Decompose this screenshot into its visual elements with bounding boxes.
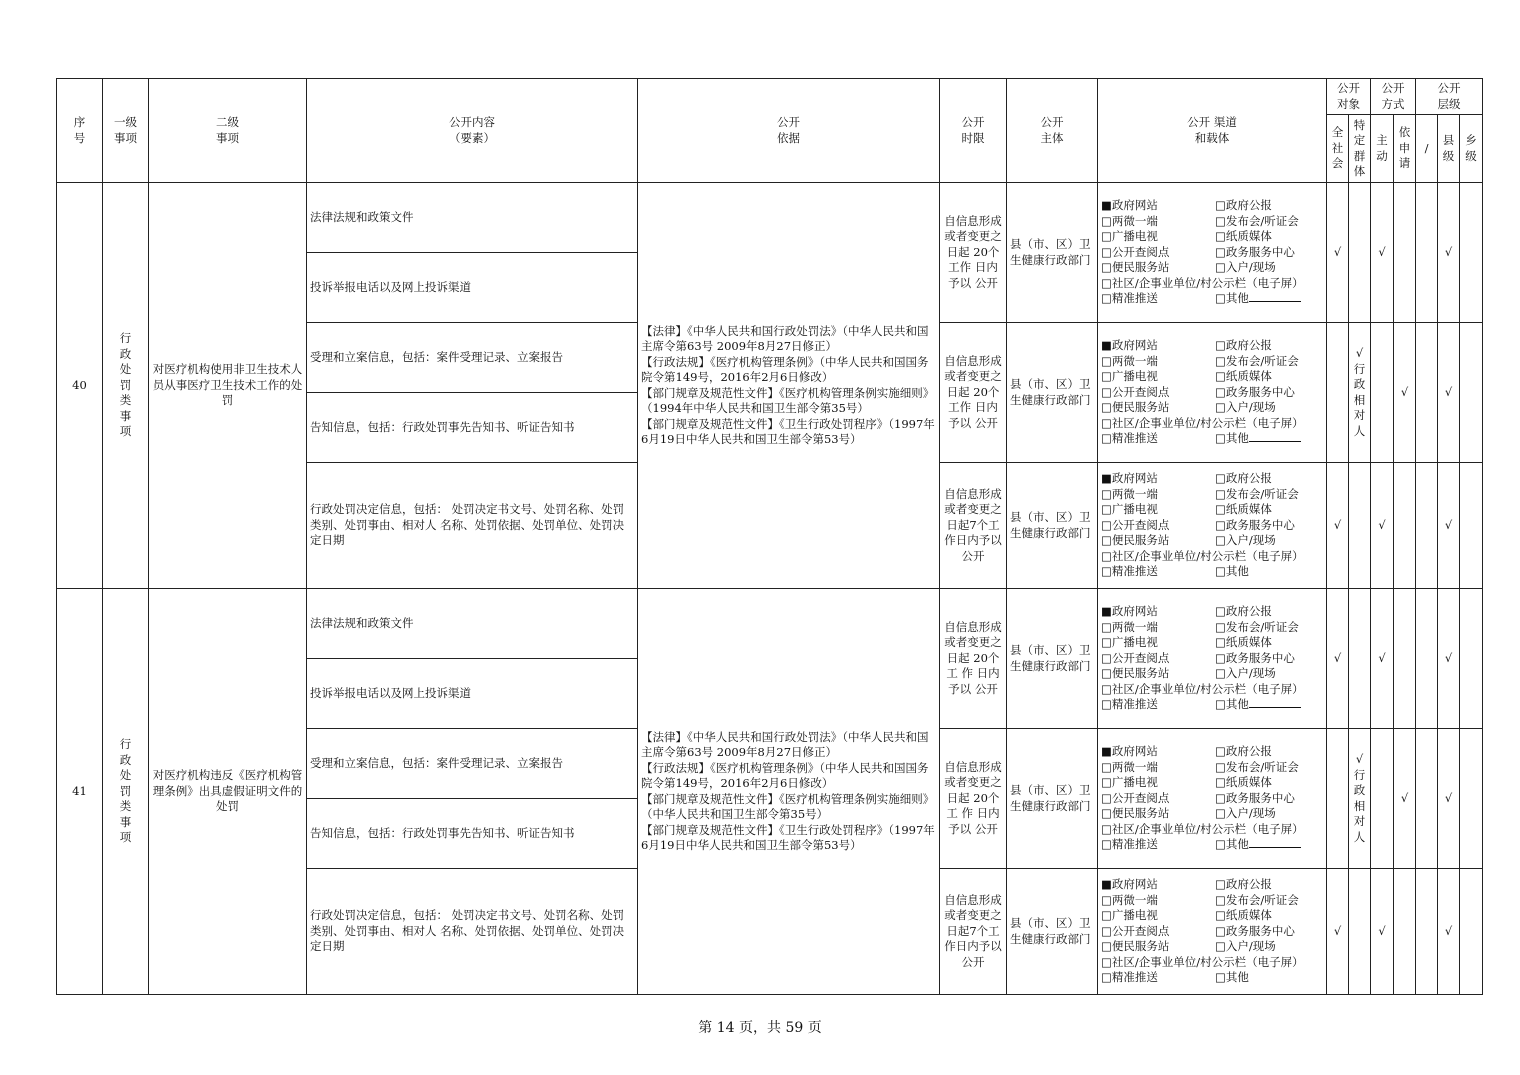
target-all-check xyxy=(1327,323,1349,463)
header-target-all-text: 全社会 xyxy=(1331,125,1344,171)
channel-option: □其他 xyxy=(1215,697,1249,712)
header-target-all xyxy=(1327,115,1349,183)
item-channels xyxy=(1098,183,1327,323)
channel-option: □便民服务站 xyxy=(1101,939,1170,954)
channel-line xyxy=(1101,620,1323,636)
channel-option: □政府公报 xyxy=(1215,877,1272,892)
level-county-check: √ xyxy=(1438,869,1460,995)
channel-line xyxy=(1101,214,1323,230)
target-specific-check xyxy=(1349,463,1371,589)
channel-option: □便民服务站 xyxy=(1101,400,1170,415)
header-method-active-text: 主动 xyxy=(1376,133,1388,163)
target-specific-text: √行政相对人 xyxy=(1353,346,1366,438)
channel-line xyxy=(1101,697,1323,713)
header-level2 xyxy=(149,79,307,183)
channel-option: ■政府网站 xyxy=(1101,877,1158,892)
channel-option: □发布会/听证会 xyxy=(1215,759,1299,774)
slash-cell xyxy=(1416,589,1438,729)
item-subject: 县（市、区）卫 生健康行政部门 xyxy=(1007,589,1098,729)
target-specific-check xyxy=(1349,869,1371,995)
item-time: 自信息形成或者变更之日起 20个工作 日内予以 公开 xyxy=(940,183,1007,323)
channel-option: □社区/企事业单位/村公示栏（电子屏） xyxy=(1101,548,1304,563)
header-seq xyxy=(57,79,103,183)
channel-option: □政务服务中心 xyxy=(1215,517,1295,532)
channel-line xyxy=(1101,893,1323,909)
item-channels xyxy=(1098,589,1327,729)
item-time: 自信息形成或者变更之日起 20个工 作 日内 予以 公开 xyxy=(940,729,1007,869)
header-basis-text: 公开 依据 xyxy=(777,115,800,145)
channel-option: □发布会/听证会 xyxy=(1215,619,1299,634)
channel-line xyxy=(1101,487,1323,503)
item-level1-text: 行政处罚类事项 xyxy=(119,331,132,439)
channel-option: □公开查阅点 xyxy=(1101,244,1170,259)
channel-line xyxy=(1101,775,1323,791)
header-target-text: 公开 对象 xyxy=(1337,81,1360,111)
method-request-check xyxy=(1394,463,1416,589)
channel-option: □精准推送 xyxy=(1101,291,1158,306)
channel-line xyxy=(1101,471,1323,487)
channel-line xyxy=(1101,385,1323,401)
header-target xyxy=(1327,79,1371,115)
header-level2-text: 二级 事项 xyxy=(216,115,239,145)
channel-line xyxy=(1101,760,1323,776)
method-request-check: √ xyxy=(1394,323,1416,463)
channel-option: □其他 xyxy=(1215,431,1249,446)
method-active-check xyxy=(1371,729,1394,869)
header-method-request xyxy=(1394,115,1416,183)
channel-option: □精准推送 xyxy=(1101,970,1158,985)
level-county-check: √ xyxy=(1438,323,1460,463)
blank-line xyxy=(1249,431,1301,442)
header-level1 xyxy=(103,79,149,183)
item-channels xyxy=(1098,463,1327,589)
channel-option: □公开查阅点 xyxy=(1101,517,1170,532)
channel-option: □发布会/听证会 xyxy=(1215,486,1299,501)
page-footer: 第 14 页，共 59 页 xyxy=(698,1020,822,1036)
method-request-check xyxy=(1394,589,1416,729)
channel-option: □广播电视 xyxy=(1101,502,1158,517)
channel-option: □政务服务中心 xyxy=(1215,923,1295,938)
header-level-text: 公开 层级 xyxy=(1437,81,1461,111)
item-time: 自信息形成或者变更之日起 20个工 作 日内 予以 公开 xyxy=(940,589,1007,729)
method-active-check xyxy=(1371,323,1394,463)
level-town-check xyxy=(1460,729,1483,869)
channel-option: □政府公报 xyxy=(1215,198,1272,213)
channel-option: □社区/企事业单位/村公示栏（电子屏） xyxy=(1101,415,1304,430)
item-content: 告知信息，包括：行政处罚事先告知书、听证告知书 xyxy=(307,799,638,869)
header-level1-text: 一级 事项 xyxy=(114,115,137,145)
channel-option: □其他 xyxy=(1215,970,1249,985)
disclosure-table xyxy=(56,78,1483,995)
channel-option: □纸质媒体 xyxy=(1215,635,1272,650)
channel-option: □社区/企事业单位/村公示栏（电子屏） xyxy=(1101,821,1304,836)
channel-option: □政务服务中心 xyxy=(1215,244,1295,259)
channel-line xyxy=(1101,666,1323,682)
table-row xyxy=(57,183,1483,253)
header-subject xyxy=(1007,79,1098,183)
level-town-check xyxy=(1460,323,1483,463)
channel-line xyxy=(1101,400,1323,416)
item-channels xyxy=(1098,729,1327,869)
channel-line xyxy=(1101,877,1323,893)
slash-cell xyxy=(1416,729,1438,869)
header-channel-text: 公开 渠道 和载体 xyxy=(1187,115,1237,145)
channel-option: □广播电视 xyxy=(1101,369,1158,384)
channel-line xyxy=(1101,502,1323,518)
item-content: 法律法规和政策文件 xyxy=(307,183,638,253)
channel-option: □社区/企事业单位/村公示栏（电子屏） xyxy=(1101,275,1304,290)
item-level2: 对医疗机构使用非卫生技术人员从事医疗卫生技术工作的处罚 xyxy=(149,183,307,589)
item-subject: 县（市、区）卫 生健康行政部门 xyxy=(1007,729,1098,869)
item-content: 投诉举报电话以及网上投诉渠道 xyxy=(307,253,638,323)
slash-cell xyxy=(1416,463,1438,589)
header-level-county-text: 县级 xyxy=(1442,133,1455,163)
channel-line xyxy=(1101,431,1323,447)
item-content: 投诉举报电话以及网上投诉渠道 xyxy=(307,659,638,729)
blank-line xyxy=(1249,291,1301,302)
channel-option: □广播电视 xyxy=(1101,908,1158,923)
target-specific-check xyxy=(1349,183,1371,323)
item-seq: 41 xyxy=(57,589,103,995)
item-content: 告知信息，包括：行政处罚事先告知书、听证告知书 xyxy=(307,393,638,463)
table-body xyxy=(57,183,1483,995)
level-town-check xyxy=(1460,183,1483,323)
channel-line xyxy=(1101,564,1323,580)
target-all-check: √ xyxy=(1327,463,1349,589)
channel-line xyxy=(1101,354,1323,370)
level-county-check: √ xyxy=(1438,729,1460,869)
channel-option: □发布会/听证会 xyxy=(1215,353,1299,368)
channel-option: □纸质媒体 xyxy=(1215,369,1272,384)
channel-option: □纸质媒体 xyxy=(1215,502,1272,517)
channel-option: ■政府网站 xyxy=(1101,604,1158,619)
slash-cell xyxy=(1416,323,1438,463)
blank-line xyxy=(1249,837,1301,848)
channel-option: □入户/现场 xyxy=(1215,939,1276,954)
channel-line xyxy=(1101,604,1323,620)
target-all-check xyxy=(1327,729,1349,869)
header-content-text: 公开内容 （要素） xyxy=(449,115,495,145)
channel-option: □便民服务站 xyxy=(1101,666,1170,681)
level-town-check xyxy=(1460,869,1483,995)
channel-option: □其他 xyxy=(1215,291,1249,306)
level-town-check xyxy=(1460,463,1483,589)
channel-line xyxy=(1101,229,1323,245)
item-basis: 【法律】《中华人民共和国行政处罚法》（中华人民共和国主席令第63号 2009年8月27日修正） 【行政法规】《医疗机构管理条例》（中华人民共和国国务院令第149号，2016年2月6日修改） 【部门规章及规范性文件】《医疗机构管理条例实施细则》（1994年中华人民共和国卫生部令第35号） 【部门规章及规范性文件】《卫生行政处罚程序》（1997年6月19日中华人民共和国卫生部令第53号） xyxy=(638,183,940,589)
header-slash xyxy=(1416,115,1438,183)
channel-line xyxy=(1101,245,1323,261)
channel-line xyxy=(1101,518,1323,534)
header-level-town-text: 乡级 xyxy=(1465,133,1477,163)
header-seq-text: 序 号 xyxy=(73,115,86,145)
channel-option: ■政府网站 xyxy=(1101,471,1158,486)
header-target-specific xyxy=(1349,115,1371,183)
channel-line xyxy=(1101,806,1323,822)
channel-line xyxy=(1101,744,1323,760)
channel-option: □发布会/听证会 xyxy=(1215,213,1299,228)
item-level1-text: 行政处罚类事项 xyxy=(119,737,132,845)
item-content: 行政处罚决定信息，包括： 处罚决定书文号、处罚名称、处罚类别、处罚事由、相对人 名称、处罚依据、处罚单位、处罚决定日期 xyxy=(307,463,638,589)
item-content: 行政处罚决定信息，包括： 处罚决定书文号、处罚名称、处罚类别、处罚事由、相对人 名称、处罚依据、处罚单位、处罚决定日期 xyxy=(307,869,638,995)
level-county-check: √ xyxy=(1438,183,1460,323)
table-row xyxy=(57,589,1483,659)
channel-line xyxy=(1101,651,1323,667)
header-level-county xyxy=(1438,115,1460,183)
level-town-check xyxy=(1460,589,1483,729)
item-content: 受理和立案信息，包括：案件受理记录、立案报告 xyxy=(307,729,638,799)
header-method-active xyxy=(1371,115,1394,183)
item-channels xyxy=(1098,323,1327,463)
channel-option: □精准推送 xyxy=(1101,431,1158,446)
channel-option: □社区/企事业单位/村公示栏（电子屏） xyxy=(1101,954,1304,969)
channel-line xyxy=(1101,939,1323,955)
channel-option: □公开查阅点 xyxy=(1101,790,1170,805)
item-level1 xyxy=(103,589,149,995)
target-all-check: √ xyxy=(1327,183,1349,323)
target-specific-check xyxy=(1349,729,1371,869)
header-method-request-text: 依申请 xyxy=(1398,125,1411,171)
header-time-text: 公开 时限 xyxy=(961,115,985,145)
slash-cell xyxy=(1416,183,1438,323)
target-all-check: √ xyxy=(1327,589,1349,729)
channel-option: □其他 xyxy=(1215,564,1249,579)
channel-option: □公开查阅点 xyxy=(1101,923,1170,938)
channel-option: □纸质媒体 xyxy=(1215,229,1272,244)
channel-option: □两微一端 xyxy=(1101,619,1158,634)
channel-line xyxy=(1101,198,1323,214)
item-level2: 对医疗机构违反《医疗机构管理条例》出具虚假证明文件的处罚 xyxy=(149,589,307,995)
channel-option: □入户/现场 xyxy=(1215,806,1276,821)
target-specific-check xyxy=(1349,589,1371,729)
item-time: 自信息形成或者变更之日起 20个工作 日内予以 公开 xyxy=(940,323,1007,463)
channel-option: □政务服务中心 xyxy=(1215,650,1295,665)
channel-line xyxy=(1101,369,1323,385)
channel-option: ■政府网站 xyxy=(1101,744,1158,759)
method-request-check: √ xyxy=(1394,729,1416,869)
channel-line xyxy=(1101,970,1323,986)
header-method xyxy=(1371,79,1416,115)
channel-option: □政府公报 xyxy=(1215,471,1272,486)
item-level1 xyxy=(103,183,149,589)
method-active-check: √ xyxy=(1371,589,1394,729)
channel-option: □便民服务站 xyxy=(1101,533,1170,548)
channel-line xyxy=(1101,260,1323,276)
channel-option: ■政府网站 xyxy=(1101,338,1158,353)
level-county-check: √ xyxy=(1438,589,1460,729)
channel-option: □两微一端 xyxy=(1101,759,1158,774)
target-all-check: √ xyxy=(1327,869,1349,995)
item-subject: 县（市、区）卫 生健康行政部门 xyxy=(1007,463,1098,589)
channel-line xyxy=(1101,791,1323,807)
channel-option: □精准推送 xyxy=(1101,837,1158,852)
item-seq: 40 xyxy=(57,183,103,589)
channel-option: □其他 xyxy=(1215,837,1249,852)
item-subject: 县（市、区）卫 生健康行政部门 xyxy=(1007,869,1098,995)
channel-line xyxy=(1101,908,1323,924)
channel-option: □精准推送 xyxy=(1101,564,1158,579)
item-time: 自信息形成或者变更之日起7个工作日内予以公开 xyxy=(940,869,1007,995)
channel-option: □两微一端 xyxy=(1101,353,1158,368)
channel-line xyxy=(1101,837,1323,853)
item-content: 法律法规和政策文件 xyxy=(307,589,638,659)
header-slash-text: / xyxy=(1424,140,1429,155)
header-level xyxy=(1416,79,1483,115)
header-time xyxy=(940,79,1007,183)
method-active-check: √ xyxy=(1371,183,1394,323)
method-request-check xyxy=(1394,183,1416,323)
channel-option: □社区/企事业单位/村公示栏（电子屏） xyxy=(1101,681,1304,696)
channel-option: □公开查阅点 xyxy=(1101,650,1170,665)
header-level-town xyxy=(1460,115,1483,183)
item-time: 自信息形成或者变更之日起7个工作日内予以公开 xyxy=(940,463,1007,589)
channel-line xyxy=(1101,533,1323,549)
item-content: 受理和立案信息，包括：案件受理记录、立案报告 xyxy=(307,323,638,393)
channel-line xyxy=(1101,338,1323,354)
channel-option: □两微一端 xyxy=(1101,486,1158,501)
channel-option: □入户/现场 xyxy=(1215,400,1276,415)
item-subject: 县（市、区）卫 生健康行政部门 xyxy=(1007,183,1098,323)
item-channels xyxy=(1098,869,1327,995)
channel-option: □精准推送 xyxy=(1101,697,1158,712)
header-subject-text: 公开 主体 xyxy=(1040,115,1064,145)
channel-option: ■政府网站 xyxy=(1101,198,1158,213)
channel-option: □广播电视 xyxy=(1101,775,1158,790)
method-active-check: √ xyxy=(1371,869,1394,995)
channel-option: □政务服务中心 xyxy=(1215,384,1295,399)
channel-option: □入户/现场 xyxy=(1215,260,1276,275)
header-method-text: 公开 方式 xyxy=(1381,81,1405,111)
level-county-check: √ xyxy=(1438,463,1460,589)
blank-line xyxy=(1249,697,1301,708)
channel-option: □广播电视 xyxy=(1101,635,1158,650)
header-channel xyxy=(1098,79,1327,183)
channel-option: □两微一端 xyxy=(1101,213,1158,228)
target-specific-text: √行政相对人 xyxy=(1353,752,1366,844)
channel-option: □两微一端 xyxy=(1101,892,1158,907)
header-target-specific-text: 特定群体 xyxy=(1353,117,1366,178)
channel-option: □政府公报 xyxy=(1215,338,1272,353)
channel-line xyxy=(1101,291,1323,307)
channel-option: □政务服务中心 xyxy=(1215,790,1295,805)
item-basis: 【法律】《中华人民共和国行政处罚法》（中华人民共和国主席令第63号 2009年8月27日修正） 【行政法规】《医疗机构管理条例》（中华人民共和国国务院令第149号，2016年2月6日修改） 【部门规章及规范性文件】《医疗机构管理条例实施细则》（中华人民共和国卫生部令第35号） 【部门规章及规范性文件】《卫生行政处罚程序》（1997年6月19日中华人民共和国卫生部令第53号） xyxy=(638,589,940,995)
channel-option: □便民服务站 xyxy=(1101,806,1170,821)
method-active-check: √ xyxy=(1371,463,1394,589)
channel-option: □发布会/听证会 xyxy=(1215,892,1299,907)
header-basis xyxy=(638,79,940,183)
channel-option: □便民服务站 xyxy=(1101,260,1170,275)
channel-option: □广播电视 xyxy=(1101,229,1158,244)
channel-option: □政府公报 xyxy=(1215,744,1272,759)
channel-option: □入户/现场 xyxy=(1215,533,1276,548)
channel-option: □纸质媒体 xyxy=(1215,775,1272,790)
channel-option: □公开查阅点 xyxy=(1101,384,1170,399)
item-subject: 县（市、区）卫 生健康行政部门 xyxy=(1007,323,1098,463)
target-specific-check xyxy=(1349,323,1371,463)
method-request-check xyxy=(1394,869,1416,995)
header-content xyxy=(307,79,638,183)
channel-option: □纸质媒体 xyxy=(1215,908,1272,923)
channel-line xyxy=(1101,924,1323,940)
channel-option: □政府公报 xyxy=(1215,604,1272,619)
slash-cell xyxy=(1416,869,1438,995)
channel-option: □入户/现场 xyxy=(1215,666,1276,681)
channel-line xyxy=(1101,635,1323,651)
